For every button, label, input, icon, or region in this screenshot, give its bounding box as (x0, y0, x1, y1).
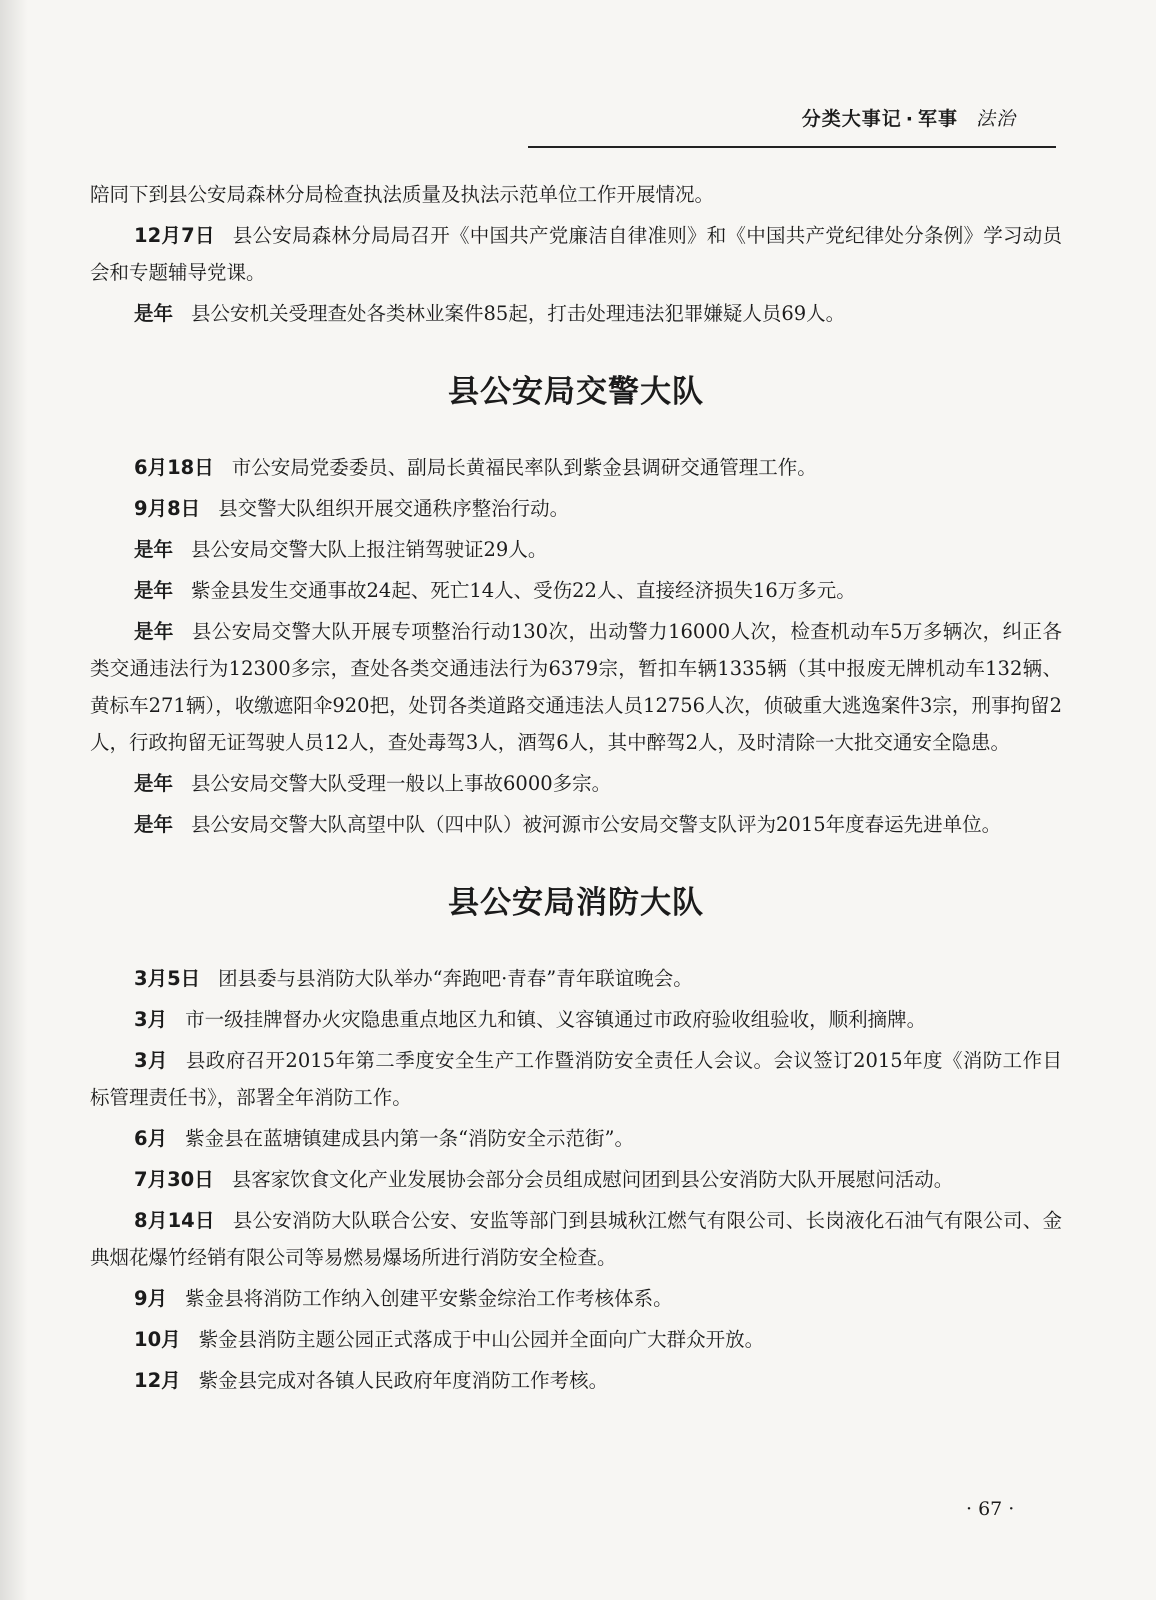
entry-text: 县公安局森林分局局召开《中国共产党廉洁自律准则》和《中国共产党纪律处分条例》学习动员会和专题辅导党课。 (90, 224, 1062, 284)
entry-text: 紫金县发生交通事故24起、死亡14人、受伤22人、直接经济损失16万多元。 (191, 579, 856, 602)
header-separator: · (905, 108, 914, 130)
entry-date: 12月7日 (134, 224, 215, 247)
section-title-traffic-police: 县公安局交警大队 (448, 374, 704, 410)
entry-date: 8月14日 (134, 1209, 215, 1232)
entry-text: 紫金县将消防工作纳入创建平安紫金综治工作考核体系。 (185, 1287, 673, 1310)
entry-text: 县公安局交警大队受理一般以上事故6000多宗。 (191, 772, 612, 795)
section-entry (90, 1202, 1062, 1276)
entry-text: 县公安机关受理查处各类林业案件85起，打击处理违法犯罪嫌疑人员69人。 (191, 302, 846, 325)
entry-date: 3月 (134, 1049, 168, 1072)
entry-date: 6月18日 (134, 456, 214, 479)
section-entry (90, 960, 1062, 997)
intro-paragraph (90, 217, 1062, 291)
section-entry (90, 572, 1062, 609)
section-entry (90, 1120, 1062, 1157)
entry-text: 县公安消防大队联合公安、安监等部门到县城秋江燃气有限公司、长岗液化石油气有限公司、金典烟花爆竹经销有限公司等易燃易爆场所进行消防安全检查。 (90, 1209, 1062, 1269)
entry-text: 县交警大队组织开展交通秩序整治行动。 (218, 497, 570, 520)
section-title-fire-brigade: 县公安局消防大队 (448, 885, 704, 921)
entry-date: 是年 (134, 620, 174, 643)
running-header-text (802, 104, 1016, 131)
header-title: 分类大事记 (801, 108, 902, 130)
entry-date: 3月 (134, 1008, 168, 1031)
entry-date: 是年 (134, 772, 174, 795)
entry-date: 10月 (134, 1328, 181, 1351)
entry-date: 是年 (134, 813, 174, 836)
entry-date: 9月 (134, 1287, 168, 1310)
section-entry (90, 1042, 1062, 1116)
section-entry (90, 806, 1062, 843)
entry-text: 县公安局交警大队高望中队（四中队）被河源市公安局交警支队评为2015年度春运先进单位。 (191, 813, 1002, 836)
entry-text: 紫金县在蓝塘镇建成县内第一条“消防安全示范街”。 (185, 1127, 635, 1150)
header-category: 军事 (917, 108, 958, 130)
entry-text: 县客家饮食文化产业发展协会部分会员组成慰问团到县公安消防大队开展慰问活动。 (231, 1168, 954, 1191)
section-entry (90, 613, 1062, 761)
entry-date: 6月 (134, 1127, 168, 1150)
section-entry (90, 765, 1062, 802)
entry-date: 3月5日 (134, 967, 201, 990)
running-header (528, 96, 1056, 148)
section-entry (90, 490, 1062, 527)
section-entry (90, 1321, 1062, 1358)
main-content (90, 176, 1062, 1403)
entry-date: 9月8日 (134, 497, 201, 520)
entry-text: 紫金县消防主题公园正式落成于中山公园并全面向广大群众开放。 (198, 1328, 765, 1351)
section-entry (90, 1161, 1062, 1198)
entry-text: 团县委与县消防大队举办“奔跑吧·青春”青年联谊晚会。 (218, 967, 693, 990)
section-entry (90, 1280, 1062, 1317)
entry-text: 市公安局党委委员、副局长黄福民率队到紫金县调研交通管理工作。 (231, 456, 817, 479)
header-subcategory: 法治 (975, 108, 1016, 130)
binding-shadow (0, 0, 28, 1600)
entry-date: 是年 (134, 302, 174, 325)
section-entry (90, 1001, 1062, 1038)
entry-text: 县公安局交警大队开展专项整治行动130次，出动警力16000人次，检查机动车5万多辆次，纠正各类交通违法行为12300多宗，查处各类交通违法行为6379宗，暂扣车辆1335辆（其中报废无牌机动车132辆、黄标车271辆），收缴遮阳伞920把，处罚各类道路交通违法人员12756人次，侦破重大逃逸案件3宗，刑事拘留2人，行政拘留无证驾驶人员12人，查处毒驾3人，酒驾6人，其中醉驾2人，及时清除一大批交通安全隐患。 (90, 620, 1062, 754)
entry-text: 县政府召开2015年第二季度安全生产工作暨消防安全责任人会议。会议签订2015年度《消防工作目标管理责任书》，部署全年消防工作。 (90, 1049, 1062, 1109)
entry-date: 是年 (134, 538, 174, 561)
entry-date: 是年 (134, 579, 174, 602)
entry-text: 市一级挂牌督办火灾隐患重点地区九和镇、义容镇通过市政府验收组验收，顺利摘牌。 (185, 1008, 927, 1031)
section-entry (90, 1362, 1062, 1399)
entry-date: 12月 (134, 1369, 181, 1392)
intro-paragraph (90, 176, 1062, 213)
section-entry (90, 531, 1062, 568)
section-entry (90, 449, 1062, 486)
entry-text: 县公安局交警大队上报注销驾驶证29人。 (191, 538, 548, 561)
intro-paragraph (90, 295, 1062, 332)
entry-text: 陪同下到县公安局森林分局检查执法质量及执法示范单位工作开展情况。 (90, 183, 715, 206)
entry-date: 7月30日 (134, 1168, 214, 1191)
page-number: · 67 · (966, 1498, 1015, 1520)
entry-text: 紫金县完成对各镇人民政府年度消防工作考核。 (198, 1369, 609, 1392)
